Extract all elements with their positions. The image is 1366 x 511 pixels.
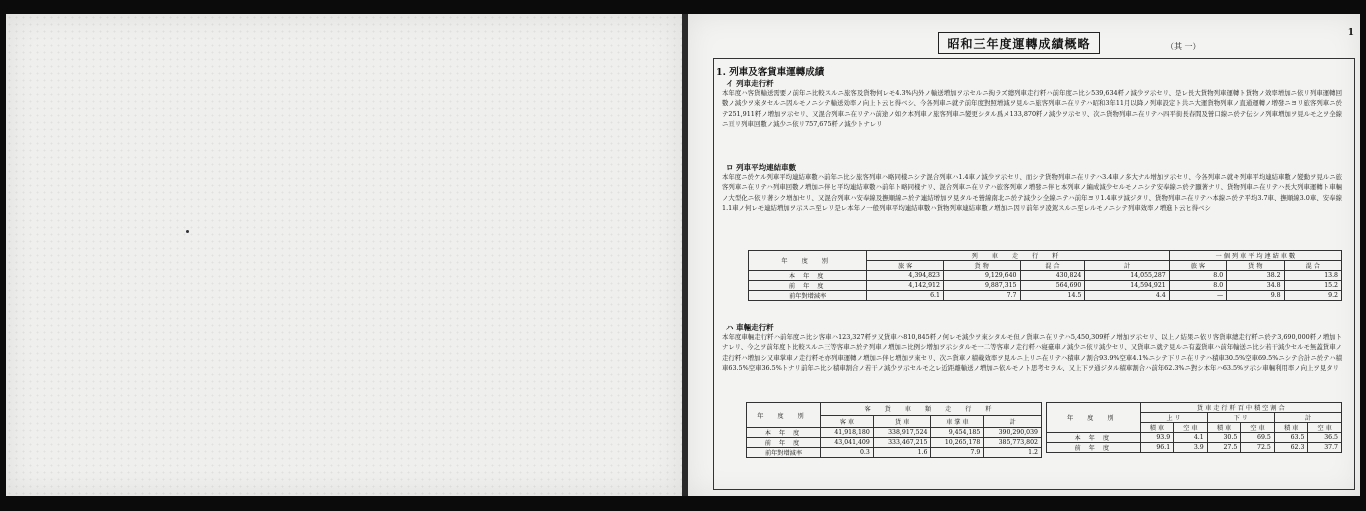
subsection-heading-ro: ロ 列車平均連結車數 xyxy=(726,163,797,172)
cell: 72.5 xyxy=(1241,443,1275,453)
cell: 7.9 xyxy=(931,448,984,458)
cell: 14.5 xyxy=(1020,291,1085,301)
cell: 63.5 xyxy=(1274,433,1308,443)
cell: 15.2 xyxy=(1284,281,1341,291)
paragraph-avg-cars: 本年度ニ於ケル列車平均連結車數ハ前年ニ比シ旅客列車ハ略同樣ニシテ混合列車ハ1.4車ノ減少ヲ示セリ、而シテ貨物列車ニ在リテハ3.4車ノ多大ナル增加ヲ示セリ、今各列車ニ就キ列車平均連結車數ノ變動ヲ見ルニ旅客列車ニ在リテハ列車回數ノ増加ニ伴ヒ平均連結車數ハ前年ト略同樣ナリ、混合列車ニ在リテハ旅客列車ノ増發ニ伴ヒ本列車ノ編成減少セルモノニシテ安奉線ニ於テ顯著ナリ、貨物列車ニ在リテハ長大列車運轉ト車輛ノ大型化ニ依リ著シク增加セリ、又混合列車ハ安奉線及撫順線ニ於テ連結增加ヲ見タルモ營線南北ニ於テ減少シ全線ニテハ前年ヨリ1.4車ヲ減ジタリ、貨物列車ニ在リテハ本線ニ於テ平均3.7車、撫順線3.0車、安奉線1.1車ノ何レモ連結増加ヲ示スニ至レリ是レ本年ノ一般列車平均連結車數ハ貨物列車連結車數ノ増加ニ因リ前年ヲ凌駕スルニ至レルモノニシテ列車效率ノ増進ト云ヒ得ベシ xyxy=(722,173,1342,212)
table3-head-year: 年 度 別 xyxy=(1047,403,1141,433)
paragraph-train-km: 本年度ハ客貨輸送需要ノ前年ニ比較スルニ旅客及貨物何レモ4.3%内外ノ輸送増加ヲ示セルニ拘ラズ總列車走行粁ハ前年度ニ比シ539,634粁ノ減少ヲ示セリ、是レ長大貨物列車運轉ト貨物ノ效率增加ニ依リ列車運轉回數ノ減少ヲ來タセルニ因ルモノニシテ輸送効率ノ向上ト云ヒ得ベシ、今各列車ニ就テ前年度對照增減ヲ見ルニ旅客列車ニ在リテハ昭和3年11月以降ノ列車設定ト共ニ大運貨物列車ノ直通運轉ノ増發ニヨリ旅客列車ニ於テ251,911粁ノ増加ヲ示セリ、又混合列車ニ在リテハ前途ノ如ク本列車ノ旅客列車ニ變更シタル爲メ133,870粁ノ減少ヲ示セリ、次ニ貨物列車ニ在リテハ四平街長春間及營口線ニ於テ伝シノ列車増加ヲ見ルモ之ヲ全線ニ亘リ列車回數ノ減少ニ依リ757,675粁ノ減少トナレリ xyxy=(722,89,1342,128)
cell: 430,824 xyxy=(1020,271,1085,281)
table-row xyxy=(749,271,1342,281)
table2-col: 客 車 xyxy=(821,415,874,428)
cell: 8.0 xyxy=(1169,281,1226,291)
table2-head-group: 客 貨 車 類 走 行 粁 xyxy=(821,403,1042,416)
table2-col: 貨 車 xyxy=(873,415,931,428)
cell: 9.8 xyxy=(1227,291,1284,301)
table-row xyxy=(747,448,1042,458)
table1-col: 旅 客 xyxy=(1169,261,1226,271)
table3-subgroup: 下 リ xyxy=(1207,413,1274,423)
cell: 333,467,215 xyxy=(873,438,931,448)
cell: 4.1 xyxy=(1174,433,1208,443)
cell: 1.2 xyxy=(984,448,1042,458)
row-label: 本 年 度 xyxy=(1047,433,1141,443)
ink-speck xyxy=(186,230,189,233)
table3-head-group: 貨 車 走 行 粁 百 中 積 空 割 合 xyxy=(1140,403,1341,413)
cell: 9.2 xyxy=(1284,291,1341,301)
cell: 385,773,802 xyxy=(984,438,1042,448)
cell: 6.1 xyxy=(867,291,944,301)
cell: 3.9 xyxy=(1174,443,1208,453)
cell: 96.1 xyxy=(1140,443,1174,453)
cell: 93.9 xyxy=(1140,433,1174,443)
subsection-heading-i: イ 列車走行粁 xyxy=(726,79,774,88)
table2-col: 車 掌 車 xyxy=(931,415,984,428)
cell: 43,041,409 xyxy=(821,438,874,448)
subsection-heading-ha: ハ 車輛走行粁 xyxy=(726,323,774,332)
cell: 62.3 xyxy=(1274,443,1308,453)
row-label: 本 年 度 xyxy=(749,271,867,281)
table1-col: 旅 客 xyxy=(867,261,944,271)
vehicle-km-table xyxy=(746,402,1042,458)
table-row xyxy=(1047,433,1342,443)
loaded-empty-ratio-table xyxy=(1046,402,1342,453)
cell: 9,129,640 xyxy=(943,271,1020,281)
table3-subgroup: 計 xyxy=(1274,413,1341,423)
table3-col: 積 車 xyxy=(1274,423,1308,433)
cell: 564,690 xyxy=(1020,281,1085,291)
table3-col: 空 車 xyxy=(1308,423,1342,433)
table1-col: 混 合 xyxy=(1284,261,1341,271)
cell: — xyxy=(1169,291,1226,301)
table3-subgroup: 上 リ xyxy=(1140,413,1207,423)
document-page xyxy=(688,14,1360,496)
row-label: 前 年 度 xyxy=(1047,443,1141,453)
cell: 7.7 xyxy=(943,291,1020,301)
cell: 1.6 xyxy=(873,448,931,458)
table1-head-group1: 列 車 走 行 粁 xyxy=(867,251,1169,261)
cell: 9,454,185 xyxy=(931,428,984,438)
paragraph-vehicle-km: 本年度車輛走行粁ハ前年度ニ比シ客車ハ123,327粁ヲ又貨車ハ810,845粁ノ何レモ減少ヲ來シタルモ但ノ貨車ニ在リテハ5,450,309粁ノ增加ヲ示セリ、以上ノ結果ニ依リ客貨車總走行粁ニ於テ3,690,000粁ノ増加トナレリ、今之ヲ前年度ト比較スルニ三等客車ニ於テ列車ノ増加ニ比例シ増加ヲ示シタルモ一二等客車ノ走行粁ハ寝臺車ノ減少ニ依リ減少セリ、又貨車ニ就テ見ルニ有蓋貨車ハ前年輸送ニ比シ若干減少セルモ無蓋貨車ノ走行粁ハ増加シ又車掌車ノ走行粁モ亦列車運轉ノ増加ニ伴ヒ増加ヲ來セリ、次ニ貨車ノ積載效率ヲ見ルニ上リニ在リテハ積車ノ割合93.9%空車4.1%ニシテ下リニ在リテハ積車30.5%空車69.5%ニシテ合計ニ於テハ積車63.5%空車36.5%トナリ前年ニ比シ積車割合ノ若干ノ減少ヲ示セルモ之レ近距離輸送ノ増加ニ依ルモノト思考セラル、又上下ヲ通ジタル積車割合ハ前年62.3%ニ對シ本年ハ63.5%ヲ示シ車輛利用率ノ向上ヲ見タリ xyxy=(722,333,1342,372)
page-title-sub: （其 一） xyxy=(1166,42,1201,51)
table1-col: 計 xyxy=(1085,261,1169,271)
cell: 37.7 xyxy=(1308,443,1342,453)
table1-head-group2: 一 個 列 車 平 均 連 結 車 數 xyxy=(1169,251,1341,261)
row-label: 前年對增減率 xyxy=(749,291,867,301)
table1-head-year: 年 度 別 xyxy=(749,251,867,271)
cell: 30.5 xyxy=(1207,433,1241,443)
table1-col: 貨 物 xyxy=(1227,261,1284,271)
cell: 69.5 xyxy=(1241,433,1275,443)
table3-col: 空 車 xyxy=(1174,423,1208,433)
page-title: 昭和三年度運轉成績概略 xyxy=(938,32,1100,54)
table3-col: 空 車 xyxy=(1241,423,1275,433)
table1-col: 混 合 xyxy=(1020,261,1085,271)
page-number: 1 xyxy=(1347,28,1354,38)
table-row xyxy=(749,291,1342,301)
section-heading: 1. 列車及客貨車運轉成績 xyxy=(716,67,825,78)
table-row xyxy=(747,438,1042,448)
table-row xyxy=(747,428,1042,438)
train-km-table xyxy=(748,250,1342,301)
cell: 36.5 xyxy=(1308,433,1342,443)
cell: 10,265,178 xyxy=(931,438,984,448)
cell: 38.2 xyxy=(1227,271,1284,281)
cell: 8.0 xyxy=(1169,271,1226,281)
cell: 27.5 xyxy=(1207,443,1241,453)
table3-col: 積 車 xyxy=(1207,423,1241,433)
row-label: 前 年 度 xyxy=(749,281,867,291)
cell: 0.3 xyxy=(821,448,874,458)
cell: 390,290,039 xyxy=(984,428,1042,438)
table-row xyxy=(749,281,1342,291)
row-label: 前年對增減率 xyxy=(747,448,821,458)
table2-col: 計 xyxy=(984,415,1042,428)
table3-col: 積 車 xyxy=(1140,423,1174,433)
cell: 338,917,524 xyxy=(873,428,931,438)
left-blank-page xyxy=(6,14,682,496)
table1-col: 貨 物 xyxy=(943,261,1020,271)
cell: 14,055,287 xyxy=(1085,271,1169,281)
row-label: 前 年 度 xyxy=(747,438,821,448)
table-row xyxy=(1047,443,1342,453)
cell: 4,142,912 xyxy=(867,281,944,291)
cell: 4,394,823 xyxy=(867,271,944,281)
table2-head-year: 年 度 別 xyxy=(747,403,821,428)
row-label: 本 年 度 xyxy=(747,428,821,438)
cell: 9,887,315 xyxy=(943,281,1020,291)
cell: 13.8 xyxy=(1284,271,1341,281)
cell: 14,594,921 xyxy=(1085,281,1169,291)
cell: 34.8 xyxy=(1227,281,1284,291)
cell: 41,918,180 xyxy=(821,428,874,438)
cell: 4.4 xyxy=(1085,291,1169,301)
